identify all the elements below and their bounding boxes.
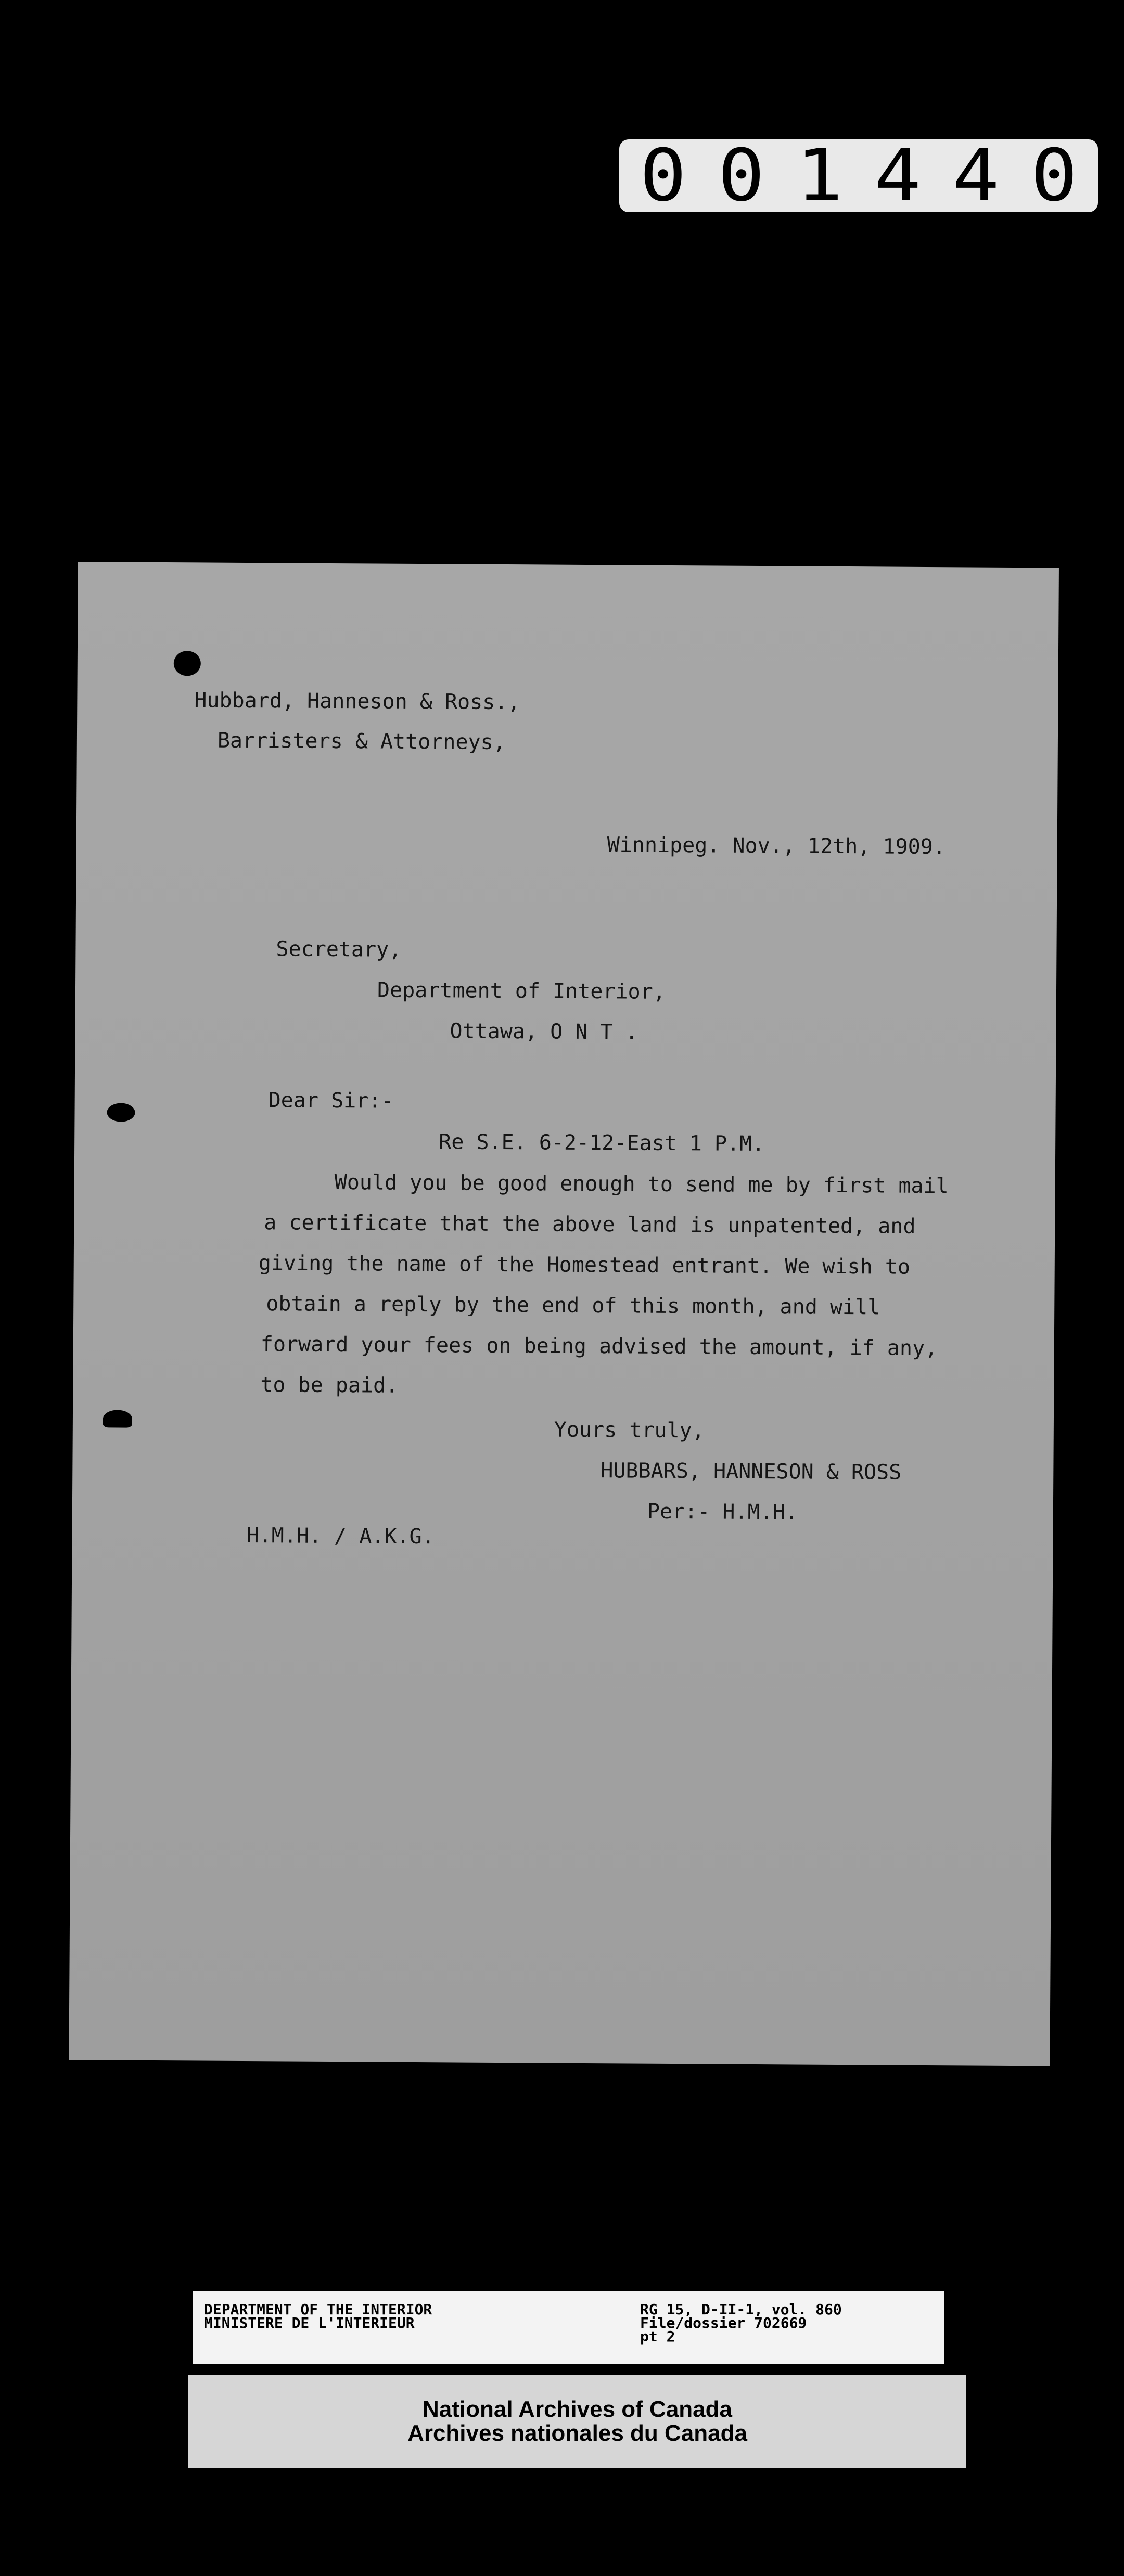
national-archives-label (188, 2375, 966, 2468)
body-line: giving the name of the Homestead entrant. We wish to (258, 1251, 911, 1279)
body-line: obtain a reply by the end of this month, and will (266, 1292, 880, 1320)
letter-page (69, 562, 1059, 2066)
archive-reference-label (193, 2291, 944, 2364)
signature-per: Per:- H.M.H. (647, 1499, 798, 1525)
letterhead-firm: Hubbard, Hanneson & Ross., (194, 688, 520, 715)
file-dossier-reference: File/dossier 702669 (640, 2314, 807, 2332)
recipient-title: Secretary, (276, 937, 402, 962)
department-english: DEPARTMENT OF THE INTERIOR (204, 2301, 432, 2318)
body-line: to be paid. (260, 1373, 399, 1398)
frame-number-label (619, 134, 1109, 218)
body-line: forward your fees on being advised the amount, if any, (260, 1332, 938, 1361)
department-french: MINISTERE DE L'INTERIEUR (204, 2314, 415, 2332)
letter-text (69, 562, 1059, 2066)
department-names (204, 2303, 432, 2330)
date-line: Winnipeg. Nov., 12th, 1909. (607, 833, 946, 859)
archives-french: Archives nationales du Canada (407, 2420, 747, 2446)
body-line: Would you be good enough to send me by first mail (334, 1170, 949, 1199)
archives-english: National Archives of Canada (423, 2397, 732, 2422)
body-line: a certificate that the above land is unpatented, and (264, 1210, 916, 1239)
record-group-reference: RG 15, D-II-1, vol. 860 (640, 2301, 842, 2318)
file-reference (640, 2303, 842, 2343)
subject-line: Re S.E. 6-2-12-East 1 P.M. (439, 1130, 765, 1156)
recipient-city: Ottawa, O N T . (450, 1019, 638, 1045)
letterhead-profession: Barristers & Attorneys, (217, 728, 506, 755)
closing: Yours truly, (554, 1418, 705, 1443)
typist-initials: H.M.H. / A.K.G. (246, 1524, 435, 1549)
recipient-department: Department of Interior, (377, 978, 666, 1004)
salutation: Dear Sir:- (268, 1088, 394, 1113)
frame-number: 001440 (640, 134, 1109, 218)
signature-firm: HUBBARS, HANNESON & ROSS (601, 1459, 902, 1485)
part-reference: pt 2 (640, 2328, 675, 2345)
